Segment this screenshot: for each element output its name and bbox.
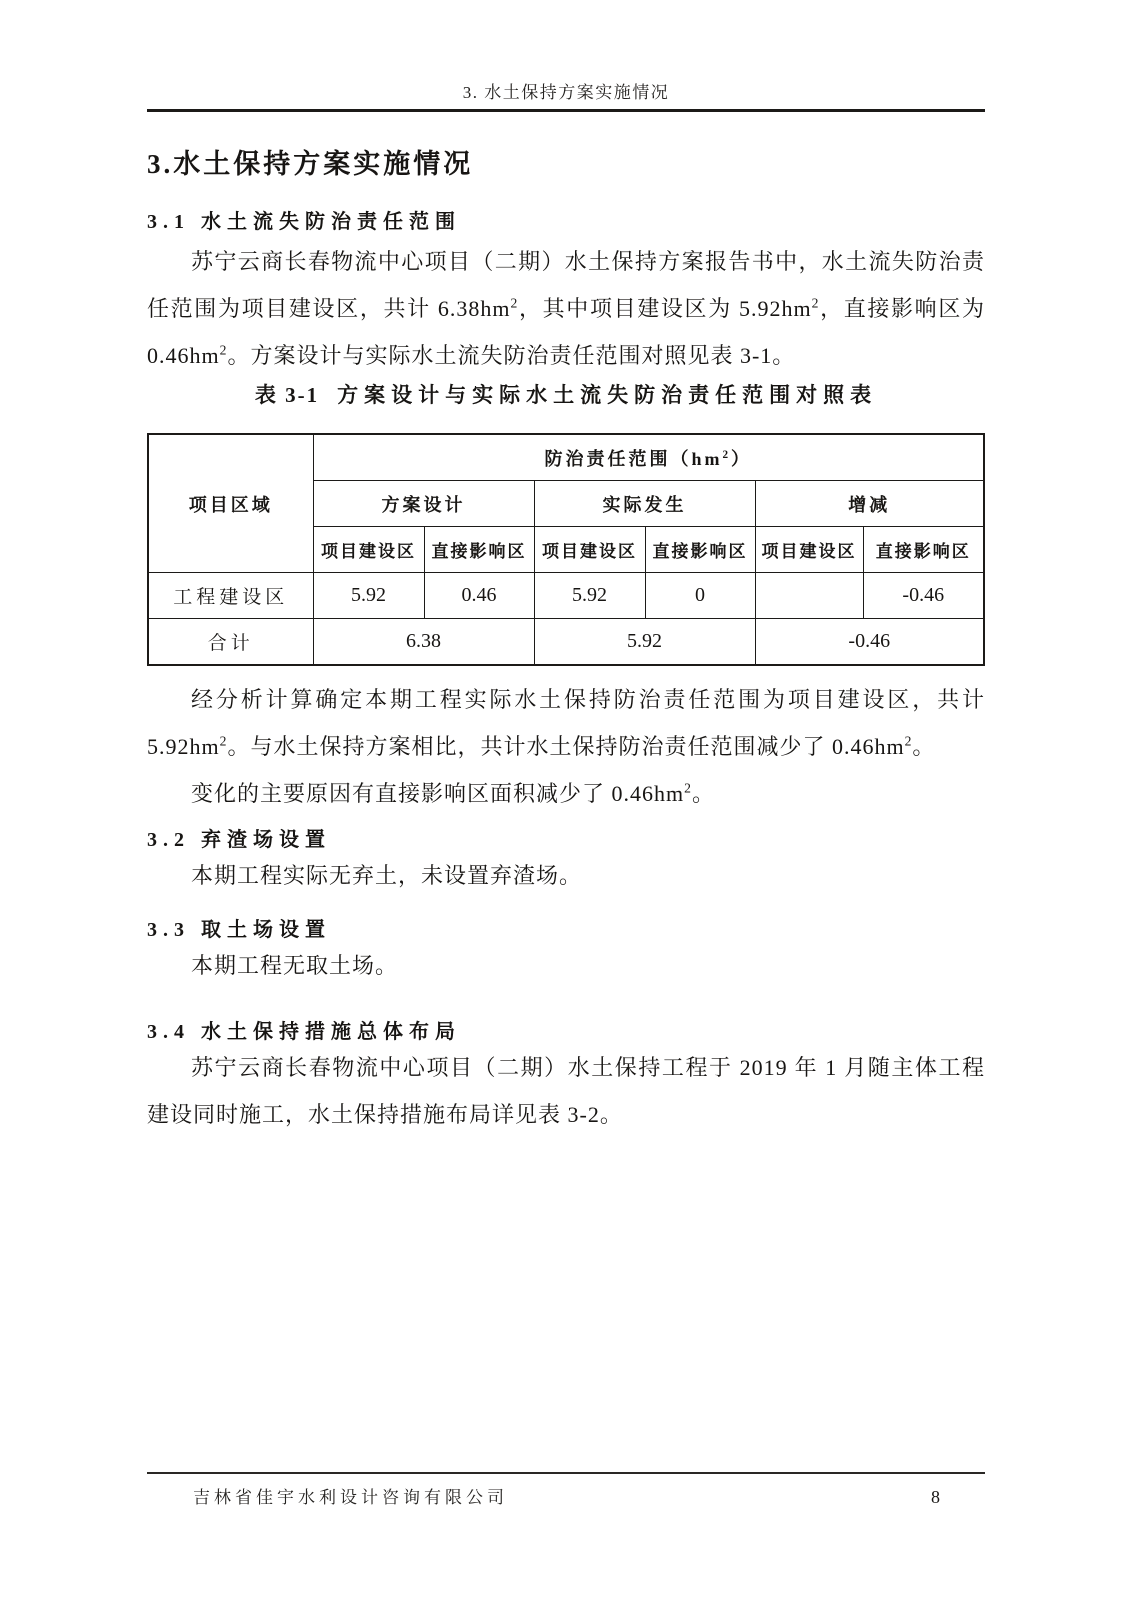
table-total-row	[148, 619, 984, 666]
sub-header-cell: 直接影响区	[645, 527, 755, 573]
data-cell: 5.92	[313, 573, 424, 619]
section-3-4-paragraph: 苏宁云商长春物流中心项目（二期）水土保持工程于 2019 年 1 月随主体工程建设同时施工，水土保持措施布局详见表 3-2。	[147, 1055, 985, 1128]
total-cell-actual: 5.92	[534, 619, 755, 666]
corner-header-cell: 项目区域	[148, 434, 313, 573]
data-cell: 0.46	[424, 573, 534, 619]
group-header-actual: 实际发生	[534, 481, 755, 527]
header-rule	[147, 109, 985, 112]
section-3-1-reason-paragraph: 变化的主要原因有直接影响区面积减少了 $0.46hm^2$。	[191, 780, 715, 807]
sub-header-cell: 项目建设区	[534, 527, 645, 573]
responsibility-scope-table	[147, 433, 985, 666]
group-header-change: 增减	[755, 481, 984, 527]
section-3-1-analysis-paragraph: 经分析计算确定本期工程实际水土保持防治责任范围为项目建设区，共计 $5.92hm^2$。与水土保持方案相比，共计水土保持防治责任范围减少了 $0.46hm^2$。	[147, 687, 985, 760]
span-header-cell: 防治责任范围$(hm^2)$	[313, 434, 984, 481]
table-data-row	[148, 573, 984, 619]
data-cell-empty	[755, 573, 863, 619]
footer-company: 吉林省佳宇水利设计咨询有限公司	[193, 1488, 508, 1507]
sub-header-cell: 直接影响区	[424, 527, 534, 573]
page-footer	[147, 1472, 985, 1508]
section-3-4-heading: 3.4 水土保持措施总体布局	[147, 1021, 461, 1044]
section-3-2-paragraph: 本期工程实际无弃土，未设置弃渣场。	[191, 863, 583, 889]
total-cell-design: 6.38	[313, 619, 534, 666]
total-label-cell: 合计	[148, 619, 313, 666]
data-cell: 0	[645, 573, 755, 619]
table-header-row-1	[148, 434, 984, 481]
section-3-2-heading: 3.2 弃渣场设置	[147, 829, 331, 852]
section-3-1-heading: 3.1 水土流失防治责任范围	[147, 211, 461, 234]
data-cell: 5.92	[534, 573, 645, 619]
section-3-1-intro-paragraph: 苏宁云商长春物流中心项目（二期）水土保持方案报告书中，水土流失防治责任范围为项目建设区，共计 $6.38hm^2$，其中项目建设区为 $5.92hm^2$，直接影响区为 $0.46hm^2$。方案设计与实际水土流失防治责任范围对照见表 3-1。	[147, 249, 985, 369]
running-header: 3. 水土保持方案实施情况	[462, 83, 670, 102]
sub-header-cell: 直接影响区	[863, 527, 984, 573]
data-cell: -0.46	[863, 573, 984, 619]
row-label-cell: 工程建设区	[148, 573, 313, 619]
section-3-3-heading: 3.3 取土场设置	[147, 919, 331, 942]
table-caption	[147, 383, 985, 407]
page-number: 8	[931, 1487, 940, 1507]
table-label: 表 3-1	[254, 383, 320, 408]
total-cell-change: -0.46	[755, 619, 984, 666]
section-3-3-paragraph: 本期工程无取土场。	[191, 953, 399, 979]
table-title: 方案设计与实际水土流失防治责任范围对照表	[337, 383, 878, 408]
sub-header-cell: 项目建设区	[313, 527, 424, 573]
sub-header-cell: 项目建设区	[755, 527, 863, 573]
page-title: 3.水土保持方案实施情况	[147, 149, 474, 179]
group-header-design: 方案设计	[313, 481, 534, 527]
